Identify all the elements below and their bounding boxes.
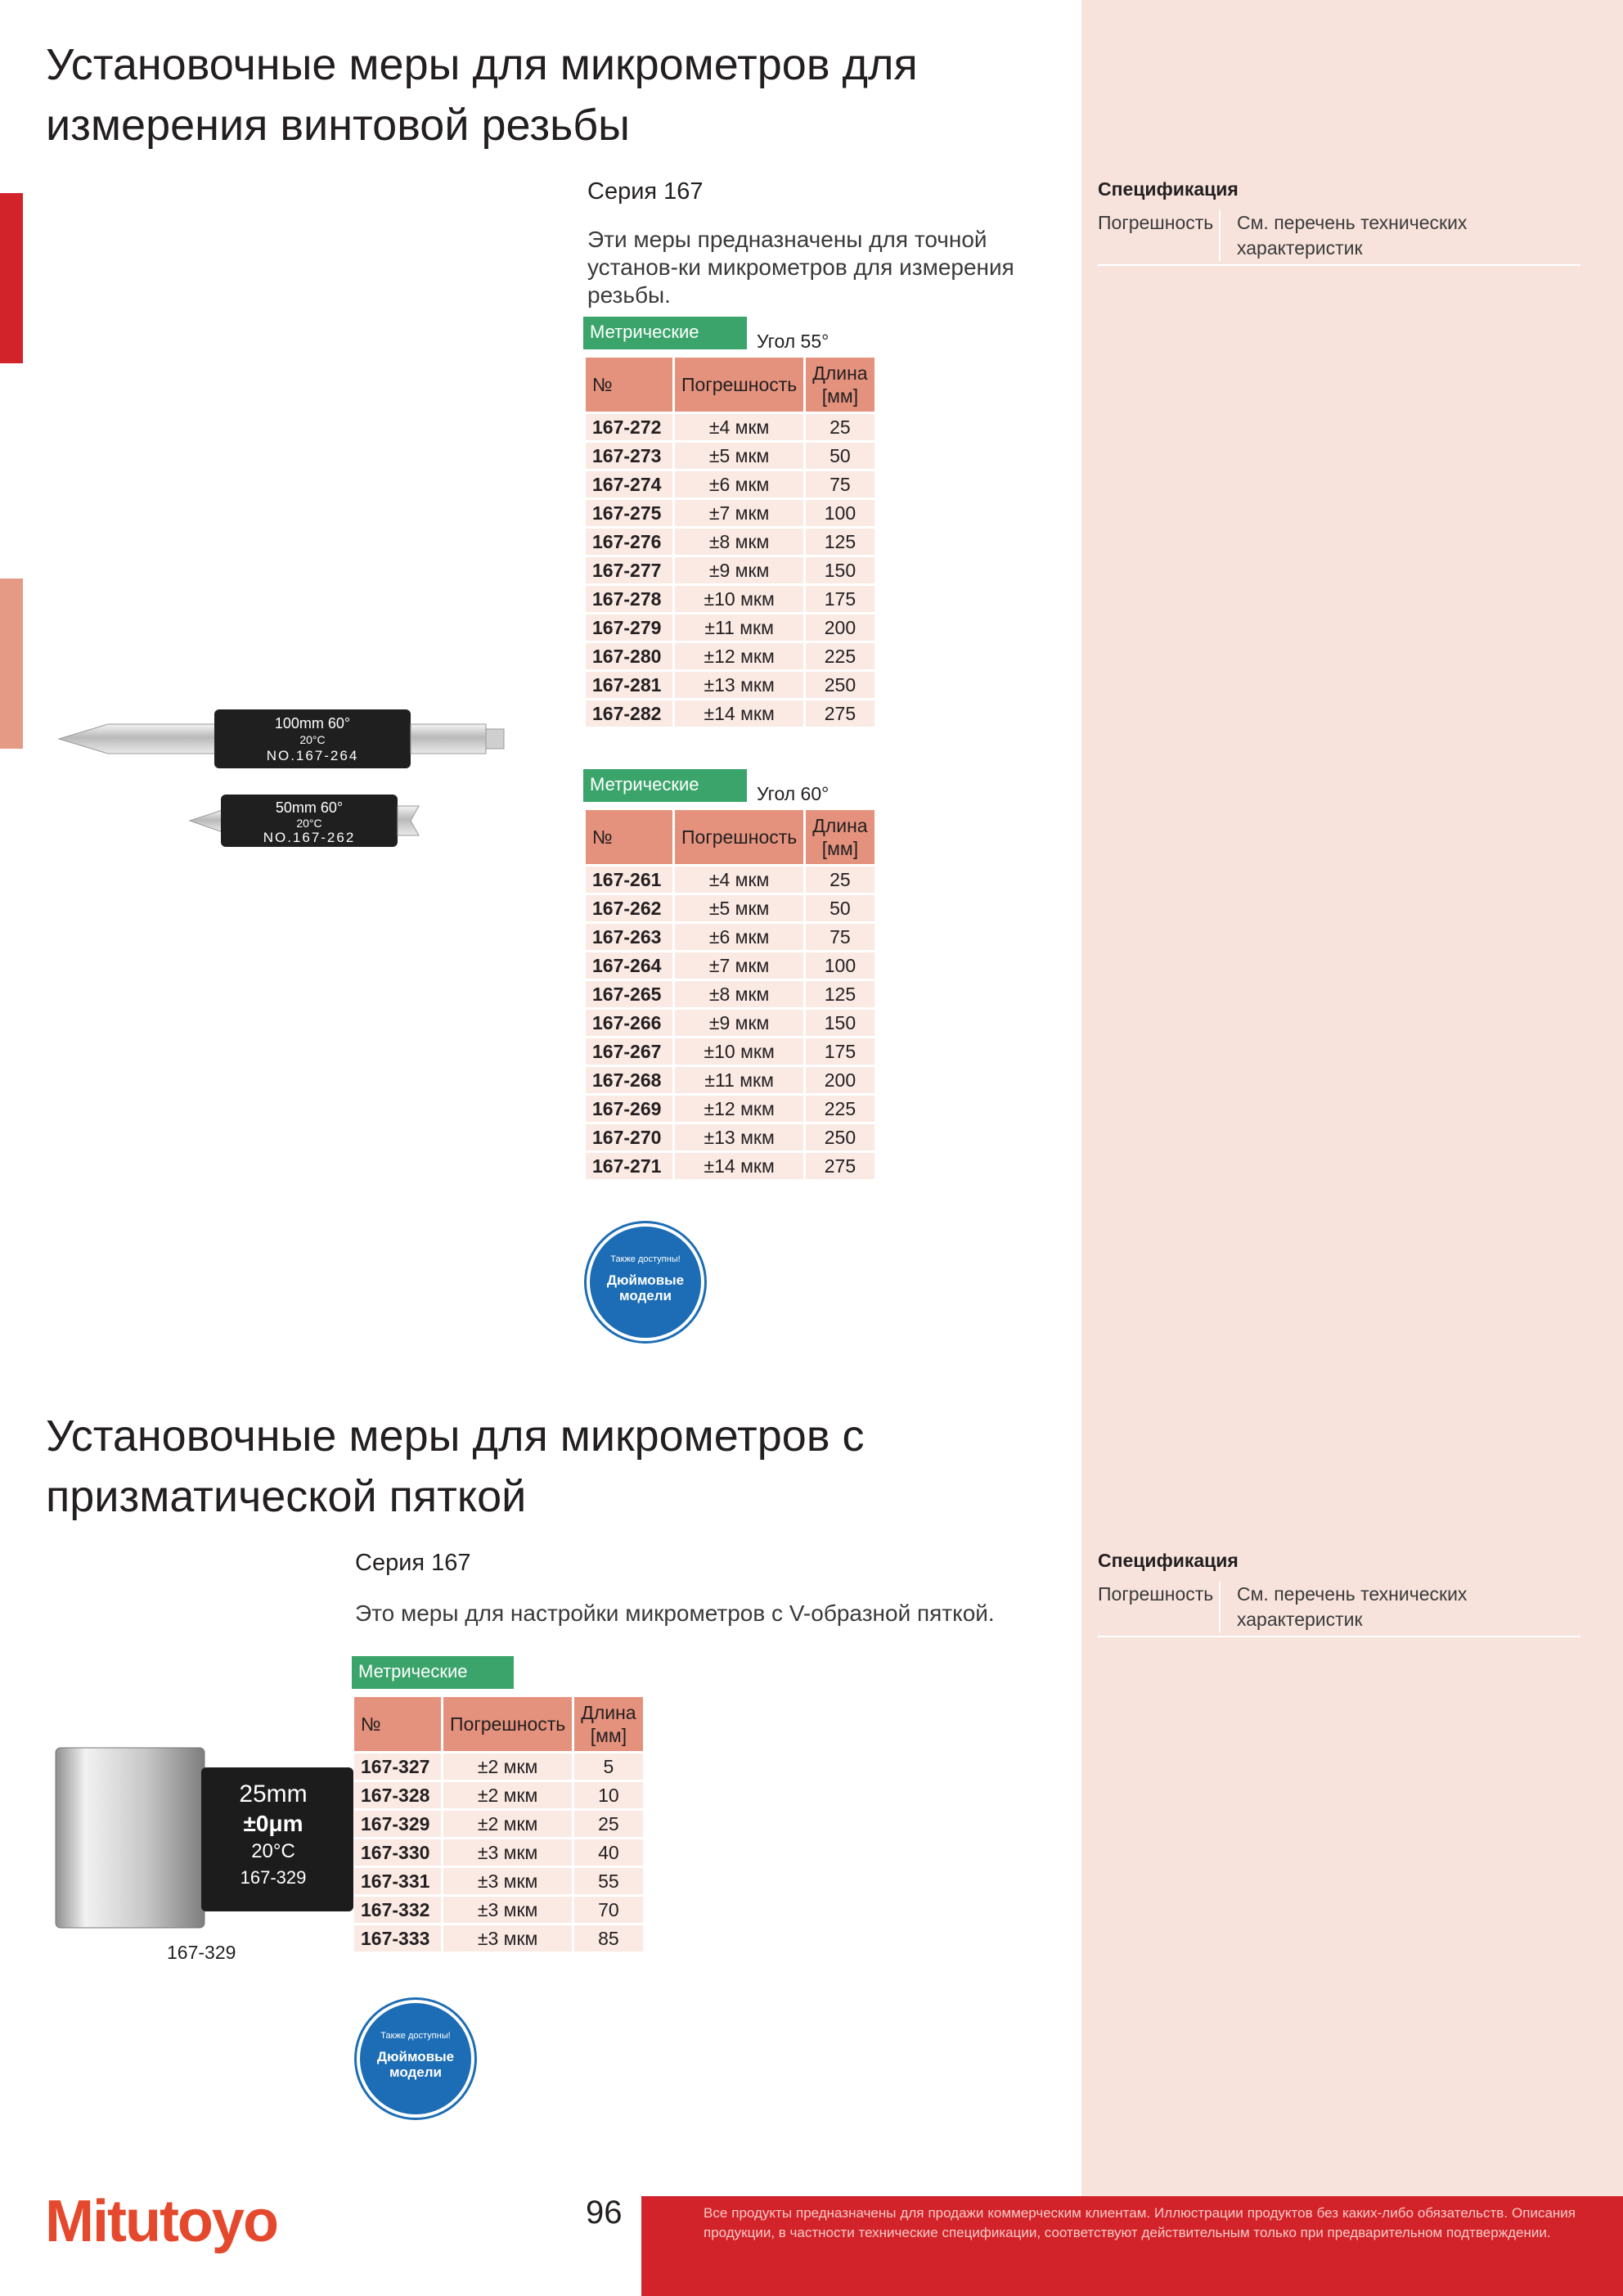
footer-bar: [641, 2196, 1623, 2296]
cell-accuracy: ±10 мкм: [675, 1038, 803, 1065]
cell-length: 175: [806, 586, 874, 612]
gauge-number: 167-329: [240, 1867, 307, 1888]
rod1-label: 100mm 60°: [274, 715, 351, 732]
cell-length: 10: [574, 1782, 642, 1808]
cell-accuracy: ±11 мкм: [675, 1067, 803, 1093]
table-row: [586, 1124, 874, 1150]
cell-length: 75: [806, 924, 874, 950]
table-row: [354, 1897, 643, 1923]
cell-number: 167-278: [586, 586, 672, 612]
inch-models-seal: [587, 1223, 704, 1341]
table-row: [354, 1839, 643, 1866]
cell-length: 50: [806, 443, 874, 469]
cell-length: 50: [806, 895, 874, 921]
table-row: [586, 895, 874, 921]
table-row: [354, 1925, 643, 1952]
rod2-label: 50mm 60°: [275, 799, 344, 816]
cell-accuracy: ±13 мкм: [675, 1124, 803, 1150]
cell-accuracy: ±2 мкм: [443, 1754, 572, 1780]
cell-accuracy: ±7 мкм: [675, 952, 803, 979]
cell-number: 167-269: [586, 1096, 672, 1122]
cell-length: 125: [806, 981, 874, 1007]
cell-length: 5: [574, 1754, 642, 1780]
col-header-number: №: [586, 810, 672, 864]
metric-badge-55: Метрические: [583, 317, 747, 349]
cell-length: 100: [806, 952, 874, 979]
table-row: [354, 1868, 643, 1894]
cell-length: 150: [806, 557, 874, 583]
col-header-accuracy: Погрешность: [675, 810, 803, 864]
cell-accuracy: ±9 мкм: [675, 557, 803, 583]
table-row: [586, 1038, 874, 1065]
rod2-temp: 20°C: [296, 817, 322, 830]
cell-length: 85: [574, 1925, 642, 1952]
table-row: [586, 557, 874, 583]
table-row: [586, 529, 874, 555]
spec-heading: Спецификация: [1098, 178, 1239, 200]
section1-spec: [1098, 178, 1580, 266]
section1-description: Эти меры предназначены для точной установ-ки микрометров для измерения резьбы.: [587, 227, 1014, 308]
cell-number: 167-270: [586, 1124, 672, 1150]
table-row: [586, 643, 874, 669]
rod1-temp: 20°C: [299, 733, 326, 746]
cell-number: 167-262: [586, 895, 672, 921]
cell-number: 167-281: [586, 672, 672, 698]
table-row: [586, 1010, 874, 1036]
v-anvil-gauge-photo: [54, 1743, 357, 1931]
cell-accuracy: ±4 мкм: [675, 867, 803, 893]
section2-series: Серия 167: [355, 1550, 471, 1576]
cell-accuracy: ±5 мкм: [675, 895, 803, 921]
section2-description: Это меры для настройки микрометров с V-образной пяткой.: [355, 1600, 995, 1626]
cell-accuracy: ±8 мкм: [675, 981, 803, 1007]
spec-table-angle-55: [583, 355, 877, 729]
table-row: [586, 700, 874, 727]
cell-number: 167-265: [586, 981, 672, 1007]
section2-title: Установочные меры для микрометров с призматической пяткой: [46, 1411, 865, 1521]
cell-length: 40: [574, 1839, 642, 1866]
cell-accuracy: ±3 мкм: [443, 1897, 572, 1923]
cell-number: 167-282: [586, 700, 672, 727]
cell-number: 167-328: [354, 1782, 441, 1808]
table-row: [586, 615, 874, 641]
cell-number: 167-276: [586, 529, 672, 555]
angle-60-label: Угол 60°: [757, 783, 829, 804]
page-number: 96: [586, 2195, 623, 2231]
cell-length: 55: [574, 1868, 642, 1894]
cell-length: 25: [574, 1811, 642, 1837]
cell-number: 167-267: [586, 1038, 672, 1065]
cell-accuracy: ±8 мкм: [675, 529, 803, 555]
table-row: [586, 952, 874, 979]
gauge-size: 25mm: [239, 1781, 308, 1808]
cell-number: 167-263: [586, 924, 672, 950]
side-panel: [1081, 0, 1623, 2296]
table-row: [586, 443, 874, 469]
cell-length: 175: [806, 1038, 874, 1065]
col-header-number: №: [354, 1697, 441, 1751]
inch-models-seal: [357, 2000, 474, 2118]
col-header-number: №: [586, 358, 672, 412]
section-tab-red: [0, 193, 23, 363]
col-header-length: Длина [мм]: [806, 358, 874, 412]
cell-length: 225: [806, 1096, 874, 1122]
angle-55-label: Угол 55°: [757, 331, 829, 352]
spec-heading: Спецификация: [1098, 1550, 1239, 1571]
table-row: [354, 1782, 643, 1808]
table-row: [586, 981, 874, 1007]
spec-value: См. перечень технических характеристик: [1237, 212, 1468, 259]
gauge-temp: 20°C: [251, 1840, 295, 1862]
cell-accuracy: ±12 мкм: [675, 1096, 803, 1122]
spec-table-angle-60: [583, 808, 877, 1182]
section2-spec: [1098, 1550, 1580, 1637]
cell-number: 167-327: [354, 1754, 441, 1780]
table-row: [586, 1096, 874, 1122]
spec-value: См. перечень технических характеристик: [1237, 1583, 1468, 1630]
cell-number: 167-331: [354, 1868, 441, 1894]
cell-number: 167-264: [586, 952, 672, 979]
cell-accuracy: ±4 мкм: [675, 414, 803, 440]
cell-length: 75: [806, 471, 874, 497]
spec-table-v-anvil: [352, 1695, 645, 1954]
mitutoyo-logo: Mitutoyo: [45, 2189, 277, 2254]
cell-number: 167-273: [586, 443, 672, 469]
cell-length: 250: [806, 1124, 874, 1150]
cell-accuracy: ±6 мкм: [675, 924, 803, 950]
cell-number: 167-333: [354, 1925, 441, 1952]
col-header-accuracy: Погрешность: [443, 1697, 572, 1751]
cell-number: 167-280: [586, 643, 672, 669]
cell-number: 167-266: [586, 1010, 672, 1036]
cell-length: 70: [574, 1897, 642, 1923]
cell-accuracy: ±9 мкм: [675, 1010, 803, 1036]
footer-disclaimer: Все продукты предназначены для продажи коммерческим клиентам. Иллюстрации продуктов без каких-либо обязательств. Описания продукции, в частности технические спецификации, соответствуют действительным только при предварительном подтверждении.: [704, 2205, 1576, 2240]
table-row: [586, 586, 874, 612]
seal-line2: Дюймовые модели: [376, 2049, 455, 2080]
thread-setting-gauge-photo: [51, 691, 517, 855]
col-header-accuracy: Погрешность: [675, 358, 803, 412]
cell-accuracy: ±14 мкм: [675, 700, 803, 727]
rod1-number: NO.167-264: [266, 748, 359, 763]
cell-number: 167-279: [586, 615, 672, 641]
section1-series: Серия 167: [587, 178, 704, 205]
col-header-length: Длина [мм]: [574, 1697, 642, 1751]
cell-number: 167-330: [354, 1839, 441, 1866]
table-row: [354, 1811, 643, 1837]
table-row: [586, 1153, 874, 1179]
cell-accuracy: ±3 мкм: [443, 1925, 572, 1952]
cell-length: 25: [806, 867, 874, 893]
cell-number: 167-272: [586, 414, 672, 440]
cell-accuracy: ±13 мкм: [675, 672, 803, 698]
cell-length: 200: [806, 615, 874, 641]
cell-length: 250: [806, 672, 874, 698]
table-row: [586, 500, 874, 526]
cell-length: 275: [806, 1153, 874, 1179]
cell-number: 167-329: [354, 1811, 441, 1837]
section1-title: Установочные меры для микрометров для измерения винтовой резьбы: [46, 40, 918, 150]
gauge-accuracy: ±0μm: [243, 1811, 303, 1836]
table-row: [354, 1754, 643, 1780]
table-row: [586, 471, 874, 497]
rod2-number: NO.167-262: [263, 830, 356, 845]
cell-accuracy: ±2 мкм: [443, 1782, 572, 1808]
cell-length: 200: [806, 1067, 874, 1093]
cell-number: 167-271: [586, 1153, 672, 1179]
cell-accuracy: ±3 мкм: [443, 1839, 572, 1866]
cell-accuracy: ±7 мкм: [675, 500, 803, 526]
spec-key: Погрешность: [1098, 1582, 1221, 1632]
table-row: [586, 672, 874, 698]
table-row: [586, 924, 874, 950]
spec-key: Погрешность: [1098, 210, 1221, 261]
col-header-length: Длина [мм]: [806, 810, 874, 864]
table-row: [586, 414, 874, 440]
cell-number: 167-277: [586, 557, 672, 583]
cell-length: 275: [806, 700, 874, 727]
cell-length: 150: [806, 1010, 874, 1036]
metric-badge-60: Метрические: [583, 769, 747, 802]
section-tab-salmon: [0, 579, 23, 749]
seal-line2: Дюймовые модели: [606, 1272, 685, 1303]
cell-number: 167-268: [586, 1067, 672, 1093]
cell-accuracy: ±11 мкм: [675, 615, 803, 641]
cell-length: 125: [806, 529, 874, 555]
cell-accuracy: ±10 мкм: [675, 586, 803, 612]
cell-accuracy: ±12 мкм: [675, 643, 803, 669]
cell-length: 100: [806, 500, 874, 526]
cell-accuracy: ±2 мкм: [443, 1811, 572, 1837]
cell-accuracy: ±14 мкм: [675, 1153, 803, 1179]
photo-caption: 167-329: [167, 1942, 236, 1963]
table-row: [586, 867, 874, 893]
table-row: [586, 1067, 874, 1093]
metric-badge: Метрические: [352, 1656, 514, 1689]
cell-length: 25: [806, 414, 874, 440]
cell-accuracy: ±6 мкм: [675, 471, 803, 497]
cell-number: 167-332: [354, 1897, 441, 1923]
cell-number: 167-274: [586, 471, 672, 497]
seal-line1: Также доступны!: [380, 2031, 451, 2041]
cell-number: 167-261: [586, 867, 672, 893]
cell-length: 225: [806, 643, 874, 669]
cell-accuracy: ±5 мкм: [675, 443, 803, 469]
cell-accuracy: ±3 мкм: [443, 1868, 572, 1894]
cell-number: 167-275: [586, 500, 672, 526]
seal-line1: Также доступны!: [610, 1254, 681, 1264]
